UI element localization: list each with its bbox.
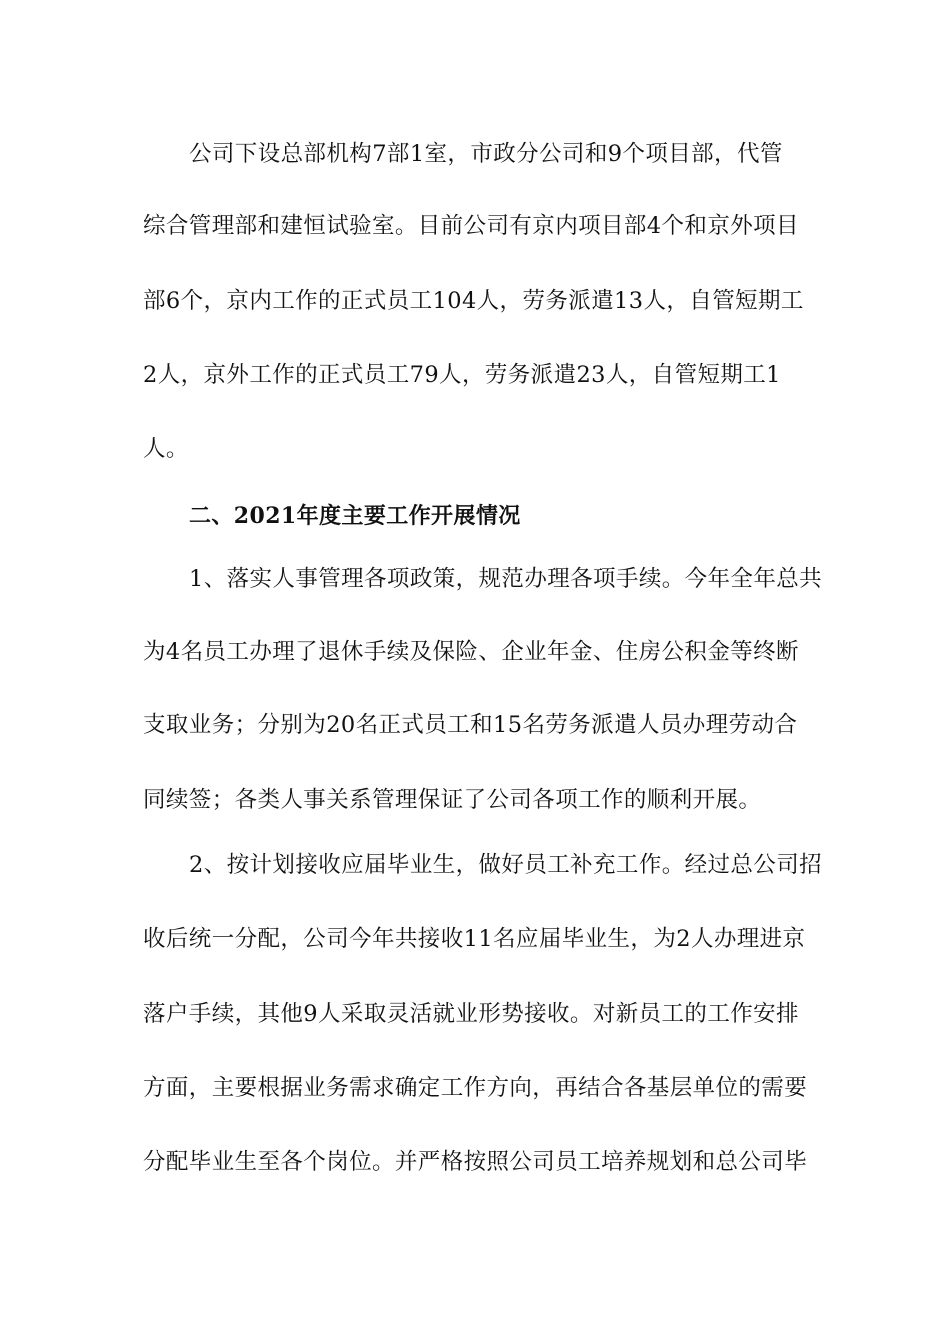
paragraph-line: 为4名员工办理了退休手续及保险、企业年金、住房公积金等终断	[143, 639, 799, 665]
paragraph-line: 部6个，京内工作的正式员工104人，劳务派遣13人，自管短期工	[143, 288, 804, 314]
paragraph-line: 支取业务；分别为20名正式员工和15名劳务派遣人员办理劳动合	[143, 712, 798, 738]
paragraph-line: 人。	[143, 436, 189, 462]
paragraph-line: 1、落实人事管理各项政策，规范办理各项手续。今年全年总共	[189, 566, 823, 592]
paragraph-line: 2人，京外工作的正式员工79人，劳务派遣23人，自管短期工1	[143, 362, 781, 388]
paragraph-line: 同续签；各类人事关系管理保证了公司各项工作的顺利开展。	[143, 787, 762, 813]
paragraph-line: 收后统一分配，公司今年共接收11名应届毕业生，为2人办理进京	[143, 926, 806, 952]
section-heading: 二、2021年度主要工作开展情况	[189, 503, 521, 529]
paragraph-line: 落户手续，其他9人采取灵活就业形势接收。对新员工的工作安排	[143, 1001, 799, 1027]
paragraph-line: 2、按计划接收应届毕业生，做好员工补充工作。经过总公司招	[189, 852, 823, 878]
paragraph-line: 公司下设总部机构7部1室，市政分公司和9个项目部，代管	[189, 141, 783, 167]
paragraph-line: 方面，主要根据业务需求确定工作方向，再结合各基层单位的需要	[143, 1075, 808, 1101]
paragraph-line: 综合管理部和建恒试验室。目前公司有京内项目部4个和京外项目	[143, 213, 799, 239]
paragraph-line: 分配毕业生至各个岗位。并严格按照公司员工培养规划和总公司毕	[143, 1149, 808, 1175]
